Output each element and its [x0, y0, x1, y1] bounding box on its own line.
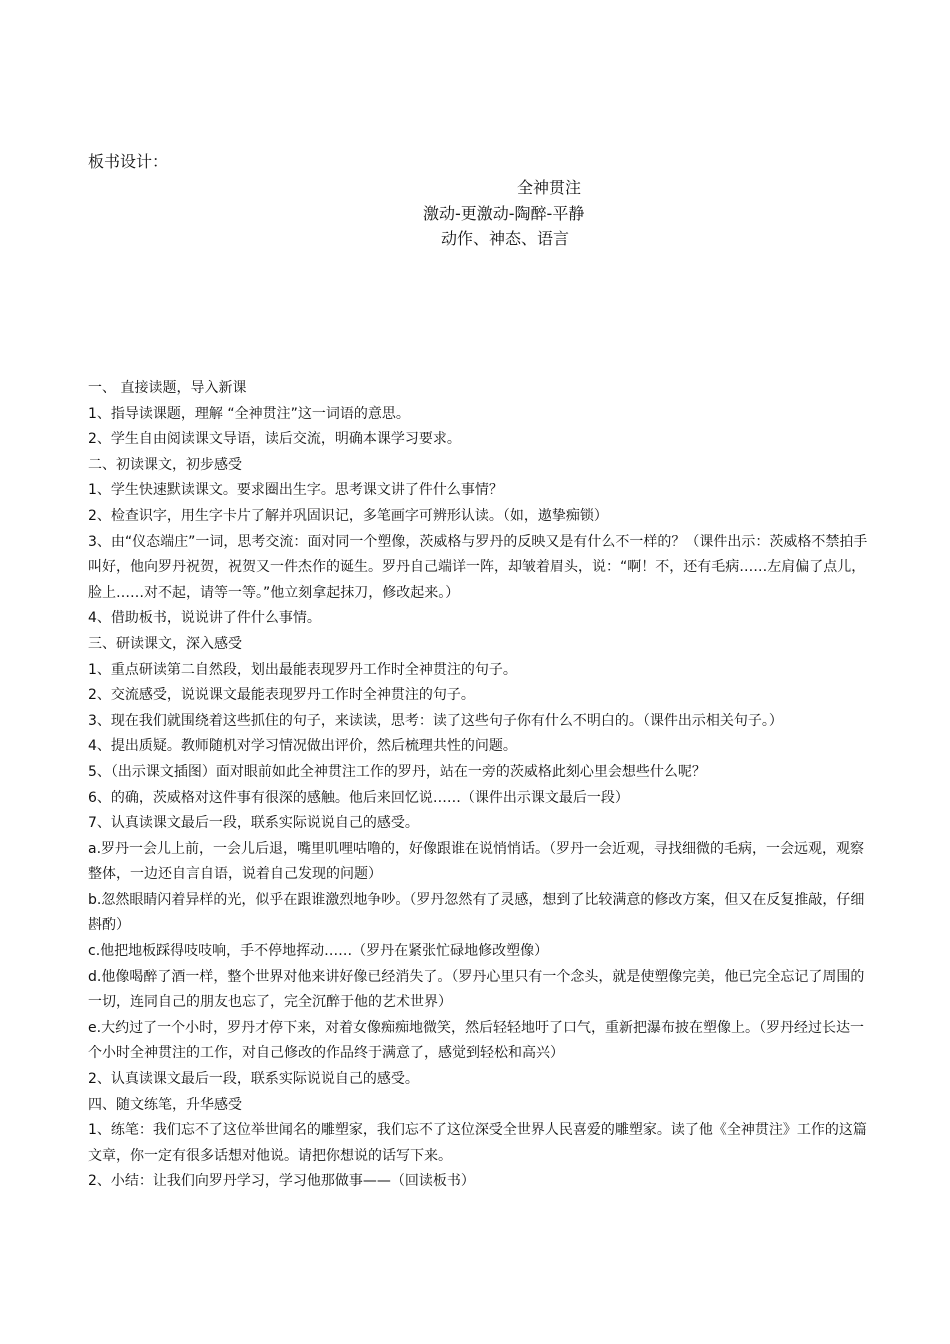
- board-title: 全神贯注: [517, 178, 582, 197]
- paragraph: b.忽然眼睛闪着异样的光，似乎在跟谁激烈地争吵。（罗丹忽然有了灵感，想到了比较满意的修改方案，但又在反复推敲，仔细斟酌）: [88, 891, 865, 934]
- paragraph: 6、的确，茨威格对这件事有很深的感触。他后来回忆说……（课件出示课文最后一段）: [88, 789, 629, 806]
- paragraph: 1、练笔：我们忘不了这位举世闻名的雕塑家，我们忘不了这位深受全世界人民喜爱的雕塑家。读了他《全神贯注》工作的这篇文章，你一定有很多话想对他说。请把你想说的话写下来。: [88, 1122, 867, 1164]
- board-design-heading: 板书设计：: [88, 152, 169, 171]
- paragraph: 2、小结：让我们向罗丹学习，学习他那做事——（回读板书）: [88, 1173, 475, 1190]
- paragraph: 2、认真读课文最后一段，联系实际说说自己的感受。: [88, 1071, 419, 1088]
- paragraph: 2、交流感受，说说课文最能表现罗丹工作时全神贯注的句子。: [88, 687, 475, 704]
- paragraph: c.他把地板踩得吱吱响，手不停地挥动……（罗丹在紧张忙碌地修改塑像）: [88, 943, 549, 960]
- section-heading: 一、 直接读题，导入新课: [88, 380, 247, 396]
- paragraph: 4、提出质疑。教师随机对学习情况做出评价，然后梳理共性的问题。: [88, 738, 517, 755]
- paragraph: 2、检查识字，用生字卡片了解并巩固识记，多笔画字可辨形认读。（如，遨挚痴锁）: [88, 507, 608, 524]
- paragraph: 1、指导读课题，理解 “全神贯注”这一词语的意思。: [88, 405, 410, 422]
- paragraph: e.大约过了一个小时，罗丹才停下来，对着女像痴痴地微笑，然后轻轻地吁了口气，重新把瀑布披在塑像上。（罗丹经过长达一个小时全神贯注的工作，对自己修改的作品终于满意了，感觉到轻松和高兴）: [88, 1019, 865, 1062]
- section-heading: 二、初读课文，初步感受: [88, 456, 242, 473]
- paragraph: a.罗丹一会儿上前，一会儿后退，嘴里叽哩咕噜的，好像跟谁在说悄悄话。（罗丹一会近观，寻找细微的毛病，一会远观，观察整体，一边还自言自语，说着自己发现的问题）: [88, 840, 865, 883]
- paragraph: 7、认真读课文最后一段，联系实际说说自己的感受。: [88, 815, 419, 832]
- board-method-line: 动作、神态、语言: [441, 229, 570, 248]
- paragraph: 1、学生快速默读课文。要求圈出生字。思考课文讲了件什么事情？: [88, 482, 503, 499]
- section-heading: 四、随文练笔，升华感受: [88, 1096, 242, 1113]
- lesson-steps: [88, 376, 878, 1195]
- paragraph: 4、借助板书，说说讲了件什么事情。: [88, 610, 321, 627]
- paragraph: 5、（出示课文插图）面对眼前如此全神贯注工作的罗丹，站在一旁的茨威格此刻心里会想些什么呢？: [88, 763, 706, 780]
- paragraph: 1、重点研读第二自然段，划出最能表现罗丹工作时全神贯注的句子。: [88, 661, 517, 678]
- board-emotion-line: 激动-更激动-陶醉-平静: [423, 204, 585, 223]
- paragraph: d.他像喝醉了酒一样，整个世界对他来讲好像已经消失了。（罗丹心里只有一个念头，就是使塑像完美，他已完全忘记了周围的一切，连同自己的朋友也忘了，完全沉醉于他的艺术世界）: [88, 968, 865, 1011]
- paragraph: 3、现在我们就围绕着这些抓住的句子，来读读，思考：读了这些句子你有什么不明白的。（课件出示相关句子。）: [88, 712, 783, 729]
- section-heading: 三、研读课文，深入感受: [88, 635, 242, 652]
- paragraph: 3、由“仪态端庄”一词，思考交流：面对同一个塑像，茨威格与罗丹的反映又是有什么不一样的？（课件出示：茨威格不禁拍手叫好，他向罗丹祝贺，祝贺又一件杰作的诞生。罗丹自己端详一阵，却皱着眉头，说：“啊！不，还有毛病……左肩偏了点儿，脸上……对不起，请等一等。”他立刻拿起抹刀，修改起来。）: [88, 533, 868, 601]
- paragraph: 2、学生自由阅读课文导语，读后交流，明确本课学习要求。: [88, 431, 461, 448]
